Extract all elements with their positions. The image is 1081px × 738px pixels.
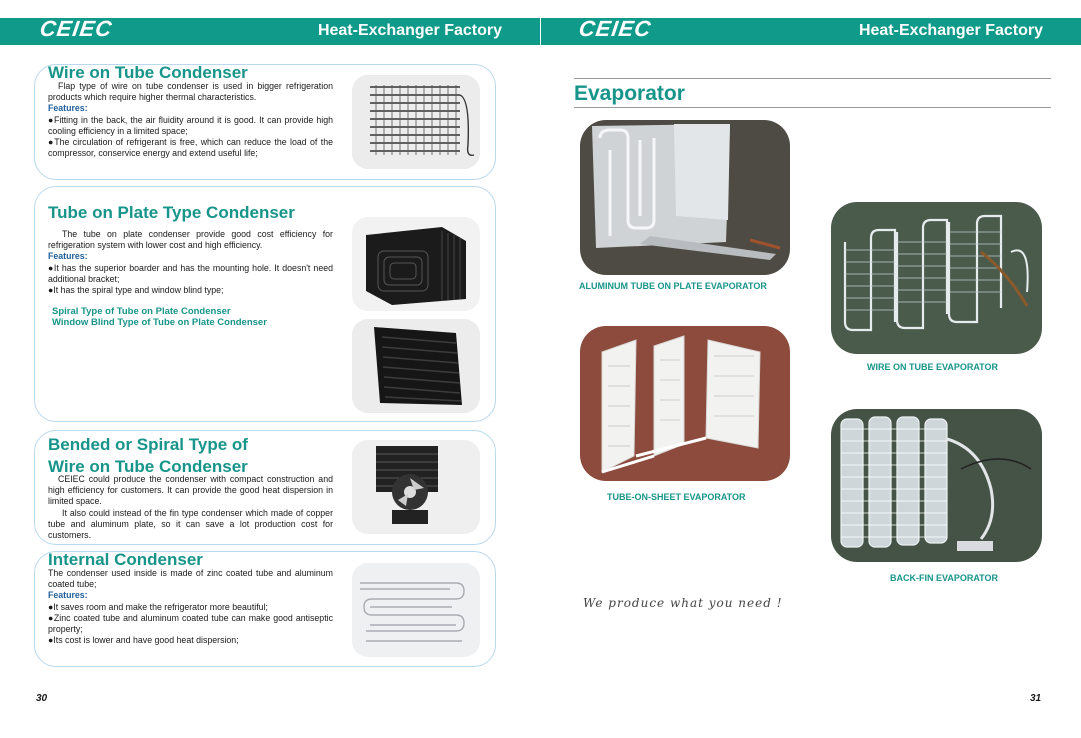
section-title-wire-on-tube: Wire on Tube Condenser: [48, 63, 248, 82]
sub-type-spiral: Spiral Type of Tube on Plate Condenser: [52, 306, 231, 317]
bottom-divider: [574, 107, 1051, 108]
page-number-right: 31: [1030, 693, 1042, 704]
sub-type-window-blind: Window Blind Type of Tube on Plate Condenser: [52, 317, 267, 328]
window-blind-condenser-photo: [352, 319, 480, 413]
wire-on-tube-text: [48, 81, 333, 159]
aluminum-tube-evaporator-photo: [580, 120, 790, 275]
section-title-bended-line2: Wire on Tube Condenser: [48, 457, 248, 476]
section-title-bended-line1: Bended or Spiral Type of: [48, 435, 248, 454]
bended-paragraph-2: It also could instead of the fin type condenser which made of copper tube and aluminum plate, so it can save a lot production cost for customers.: [48, 507, 333, 541]
tube-on-sheet-evaporator-photo: [580, 326, 790, 481]
top-divider: [574, 78, 1051, 79]
tube-on-plate-text: [48, 229, 333, 296]
tube-on-plate-intro: The tube on plate condenser provide good cost efficiency for refrigeration system with lower cost and high efficiency.: [48, 229, 333, 251]
features-label: Features:: [48, 251, 88, 262]
section-title-tube-on-plate: Tube on Plate Type Condenser: [48, 203, 295, 222]
features-label: Features:: [48, 590, 88, 601]
ceiec-logo: CEIEC: [38, 16, 115, 41]
feature-bullet: ●It has the spiral type and window blind type;: [48, 285, 224, 296]
page-number-left: 30: [36, 693, 48, 704]
feature-bullet: ●Zinc coated tube and aluminum coated tube can make good antiseptic property;: [48, 612, 333, 635]
bended-paragraph-1: CEIEC could produce the condenser with compact construction and high efficiency for customers. It can provide the good heat dispersion in limited space.: [48, 474, 333, 507]
caption-wire-on-tube-evaporator: WIRE ON TUBE EVAPORATOR: [867, 362, 999, 372]
internal-text: [48, 568, 333, 646]
caption-back-fin-evaporator: BACK-FIN EVAPORATOR: [890, 573, 998, 583]
right-header-bar: [541, 18, 1081, 45]
caption-tube-on-sheet-evaporator: TUBE-ON-SHEET EVAPORATOR: [607, 492, 746, 502]
wire-on-tube-evaporator-photo: [831, 202, 1042, 354]
header-title: Heat-Exchanger Factory: [858, 22, 1043, 39]
bended-text: [48, 474, 333, 541]
features-label: Features:: [48, 103, 88, 114]
bended-condenser-photo: [352, 440, 480, 534]
feature-bullet: ●Its cost is lower and have good heat dispersion;: [48, 635, 239, 646]
wire-on-tube-intro: Flap type of wire on tube condenser is used in bigger refrigeration products which require higher thermal characteristics.: [48, 81, 333, 103]
wire-on-tube-condenser-photo: [352, 75, 480, 169]
section-title-internal: Internal Condenser: [48, 550, 203, 569]
feature-bullet: ●It saves room and make the refrigerator more beautiful;: [48, 601, 268, 612]
ceiec-logo: CEIEC: [577, 16, 654, 41]
internal-condenser-photo: [352, 563, 480, 657]
header-title: Heat-Exchanger Factory: [317, 22, 502, 39]
back-fin-evaporator-photo: [831, 409, 1042, 562]
caption-aluminum-tube-on-plate: ALUMINUM TUBE ON PLATE EVAPORATOR: [579, 281, 767, 291]
evaporator-title: Evaporator: [574, 82, 685, 105]
spiral-condenser-photo: [352, 217, 480, 311]
internal-intro: The condenser used inside is made of zinc coated tube and aluminum coated tube;: [48, 568, 333, 590]
feature-bullet: ●Fitting in the back, the air fluidity around it is good. It can provide high cooling efficiency in a limited space;: [48, 114, 333, 136]
left-header-bar: [0, 18, 540, 45]
slogan: We produce what you need !: [583, 596, 783, 610]
feature-bullet: ●The circulation of refrigerant is free, which can reduce the load of the compressor, conservice energy and extend useful life;: [48, 137, 333, 159]
feature-bullet: ●It has the superior boarder and has the mounting hole. It doesn't need additional bracket;: [48, 262, 333, 284]
